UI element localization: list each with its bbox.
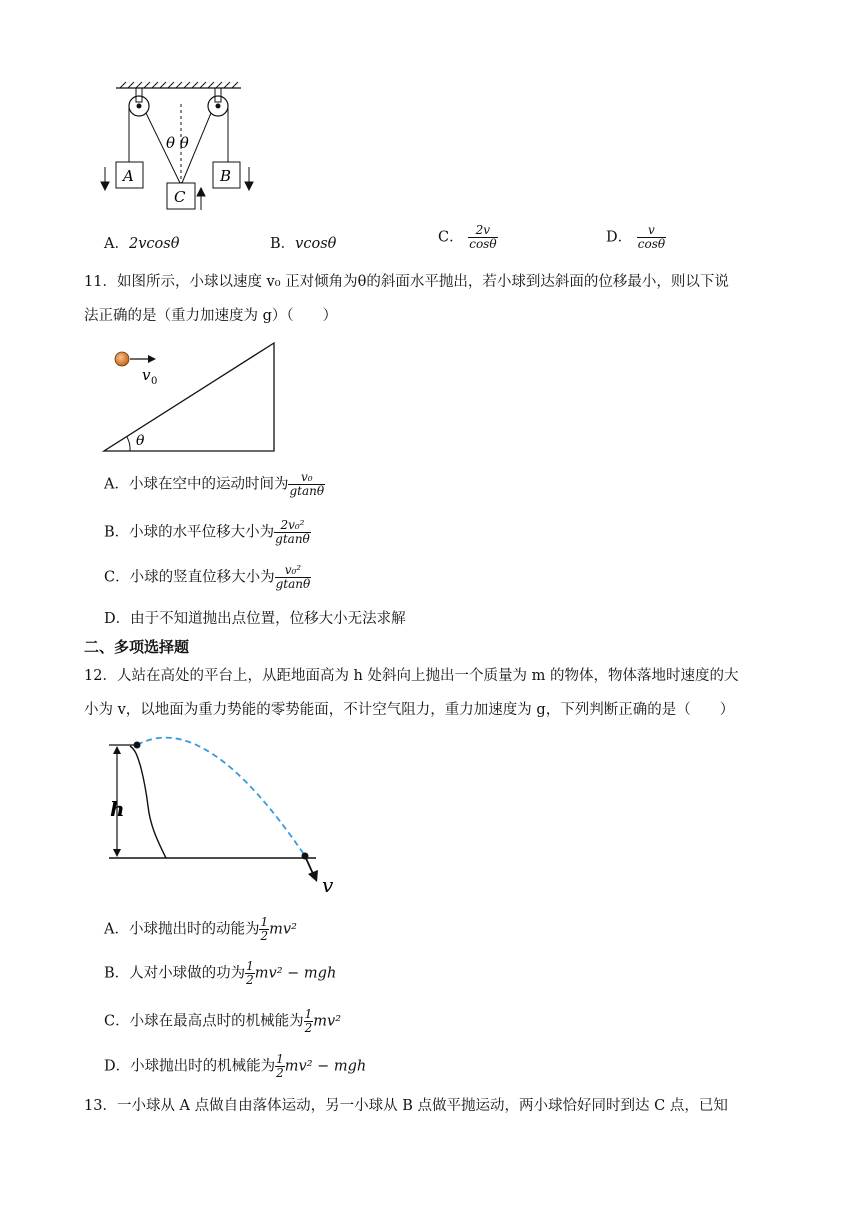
incline-figure: [100, 338, 285, 458]
fraction-half: $\frac{1}{2}$: [304, 1007, 313, 1035]
block-c-label: C: [174, 188, 186, 206]
q11-stem-line2: 法正确的是（重力加速度为 g）（ ）: [84, 308, 338, 324]
option-key: A．: [104, 236, 129, 252]
v0-subscript: 0: [151, 376, 158, 387]
q12-stem-line2: 小为 v，以地面为重力势能的零势能面，不计空气阻力，重力加速度为 g，下列判断正确的是（ ）: [84, 702, 735, 718]
fraction: $\frac{2v}{\cos\theta}$: [469, 223, 497, 251]
theta-label: θ θ: [166, 134, 189, 152]
fraction-half: $\frac{1}{2}$: [260, 915, 269, 943]
q11-stem-line1: 11．如图所示，小球以速度 v₀ 正对倾角为θ的斜面水平抛出，若小球到达斜面的位移最小，则以下说: [84, 274, 729, 290]
q12-option-d[interactable]: D．小球抛出时的机械能为 $\frac{1}{2}$ mv² − mgh: [104, 1052, 367, 1080]
q12-option-a[interactable]: A．小球抛出时的动能为 $\frac{1}{2}$ mv²: [104, 915, 297, 943]
q12-option-c[interactable]: C．小球在最高点时的机械能为 $\frac{1}{2}$ mv²: [104, 1007, 342, 1035]
option-key: C．: [438, 229, 464, 246]
q12-stem-line1: 12．人站在高处的平台上，从距地面高为 h 处斜向上抛出一个质量为 m 的物体，物体落地时速度的大: [84, 668, 739, 684]
fraction: $\frac{\text{2v₀²}}{gtan\theta}$: [275, 518, 310, 546]
option-key: B．: [270, 236, 296, 252]
option-key: D．: [606, 229, 633, 246]
q13-stem-line1: 13．一小球从 A 点做自由落体运动，另一小球从 B 点做平抛运动，两小球恰好同时到达 C 点，已知: [84, 1098, 728, 1114]
q12-option-b[interactable]: B．人对小球做的功为 $\frac{1}{2}$ mv² − mgh: [104, 959, 337, 987]
fraction-half: $\frac{1}{2}$: [246, 959, 254, 987]
fraction-half: $\frac{1}{2}$: [276, 1052, 284, 1080]
q11-option-d[interactable]: D．由于不知道抛出点位置，位移大小无法求解: [104, 611, 406, 627]
ball: [115, 352, 129, 366]
option-expr: vcosθ: [295, 236, 337, 252]
projectile-figure: [100, 728, 334, 898]
q11-option-a[interactable]: A．小球在空中的运动时间为 $\frac{\text{v₀}}{gtan\theta}$: [104, 470, 325, 498]
v-label: v: [322, 873, 334, 897]
fraction: $\frac{v}{\cos\theta}$: [637, 223, 666, 251]
block-a-label: A: [123, 167, 134, 185]
block-b-label: B: [220, 167, 232, 185]
option-expr: 2vcosθ: [128, 236, 180, 252]
q10-option-b[interactable]: [270, 232, 336, 253]
section-title: 二、多项选择题: [84, 638, 190, 656]
q11-option-c[interactable]: C．小球的竖直位移大小为 $\frac{\text{v₀²}}{gtan\theta}$: [104, 563, 311, 591]
fraction: $\frac{\text{v₀}}{gtan\theta}$: [289, 470, 325, 498]
pulley-figure: [96, 82, 266, 217]
q11-option-b[interactable]: B．小球的水平位移大小为 $\frac{\text{2v₀²}}{gtan\theta}$: [104, 518, 310, 546]
v0-label: v: [142, 366, 151, 384]
fraction: $\frac{\text{v₀²}}{gtan\theta}$: [275, 563, 311, 591]
q10-option-d[interactable]: [606, 224, 666, 251]
q10-option-c[interactable]: [438, 224, 498, 251]
theta-label: θ: [136, 433, 145, 449]
q10-option-a[interactable]: [104, 232, 179, 253]
h-label: h: [110, 797, 125, 821]
